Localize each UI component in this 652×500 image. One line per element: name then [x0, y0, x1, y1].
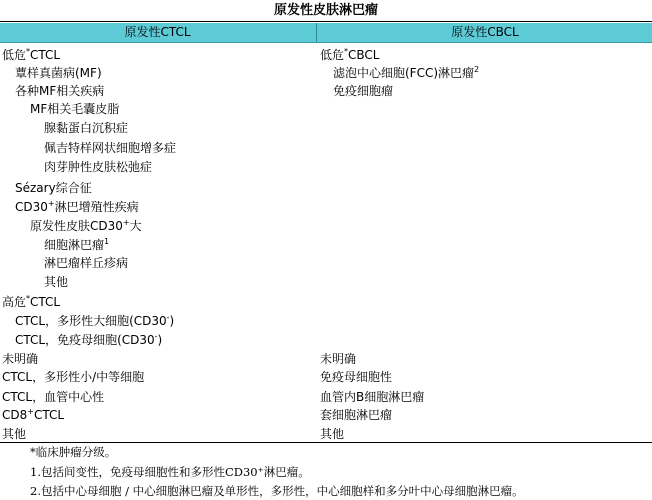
ctcl-row: [0, 406, 64, 424]
row-text: 套细胞淋巴瘤: [320, 408, 393, 422]
row-superscript: *: [344, 47, 349, 56]
row-text-after: CTCL: [33, 408, 65, 422]
row-text: 蕈样真菌病(MF): [15, 66, 102, 80]
row-text-after: ): [169, 314, 175, 328]
row-text-after: 淋巴增殖性疾病: [54, 200, 139, 214]
row-text: CTCL，多形性大细胞(CD30: [15, 314, 167, 328]
row-text-after: CTCL: [30, 295, 61, 309]
row-text: CTCL，多形性小/中等细胞: [2, 370, 145, 384]
row-superscript: *: [26, 47, 31, 56]
row-text: 原发性皮肤CD30: [30, 219, 123, 233]
row-text: 免疫细胞瘤: [333, 84, 394, 98]
row-text: MF相关毛囊皮脂: [30, 102, 120, 116]
ctcl-row: [0, 368, 144, 386]
cbcl-row: [318, 388, 424, 406]
ctcl-row: [0, 236, 109, 254]
row-superscript: 1: [104, 237, 110, 246]
footnote-1: 1.包括间变性，免疫母细胞性和多形性CD30⁺淋巴瘤。: [30, 465, 310, 479]
row-text: 免疫母细胞性: [320, 370, 393, 384]
row-text: CD30: [15, 200, 48, 214]
ctcl-row: [0, 254, 128, 272]
ctcl-row: [0, 350, 38, 368]
row-superscript: +: [122, 218, 130, 227]
ctcl-row: [0, 217, 142, 235]
header-cbcl: 原发性CBCL: [451, 25, 519, 39]
row-text: 滤泡中心细胞(FCC)淋巴瘤: [333, 66, 475, 80]
top-rule: [0, 21, 652, 22]
footnote-2: 2.包括中心母细胞 / 中心细胞淋巴瘤及单形性，多形性，中心细胞样和多分叶中心母细胞淋巴瘤。: [30, 484, 524, 498]
ctcl-row: [0, 82, 104, 100]
row-text: 低危: [2, 48, 27, 62]
row-text: 佩吉特样网状细胞增多症: [44, 141, 177, 155]
row-text: 血管内B细胞淋巴瘤: [320, 390, 425, 404]
ctcl-row: [0, 273, 68, 291]
row-superscript: *: [26, 294, 31, 303]
ctcl-row: [0, 64, 102, 82]
row-superscript: +: [47, 199, 55, 208]
row-text: 其他: [320, 427, 345, 441]
row-superscript: -: [166, 313, 170, 322]
row-superscript: -: [154, 332, 158, 341]
row-text: CTCL，血管中心性: [2, 390, 105, 404]
row-text: 淋巴瘤样丘疹病: [44, 256, 129, 270]
row-text: 未明确: [2, 352, 39, 366]
row-text: 高危: [2, 295, 27, 309]
cbcl-row: [318, 46, 379, 64]
ctcl-row: [0, 158, 152, 176]
row-text: 各种MF相关疾病: [15, 84, 105, 98]
row-text: 未明确: [320, 352, 357, 366]
ctcl-row: [0, 388, 104, 406]
ctcl-row: [0, 119, 128, 137]
row-text-after: ): [157, 333, 163, 347]
row-text: Sézary综合征: [15, 181, 92, 195]
ctcl-row: [0, 425, 26, 443]
ctcl-row: [0, 293, 60, 311]
row-superscript: +: [27, 407, 34, 416]
row-text: CTCL，免疫母细胞(CD30: [15, 333, 155, 347]
ctcl-row: [0, 312, 174, 330]
cbcl-row: [318, 406, 392, 424]
footnote-grading: *临床肿瘤分级。: [30, 445, 117, 459]
row-text-after: CTCL: [30, 48, 61, 62]
row-text: CD8: [2, 408, 28, 422]
ctcl-row: [0, 179, 92, 197]
header-ctcl: 原发性CTCL: [124, 25, 191, 39]
header-divider: [316, 23, 317, 42]
cbcl-row: [318, 64, 479, 82]
ctcl-row: [0, 331, 162, 349]
row-text-after: CBCL: [348, 48, 380, 62]
row-text: 其他: [2, 427, 27, 441]
table-header: [0, 23, 652, 43]
row-text: 细胞淋巴瘤: [44, 238, 105, 252]
cbcl-row: [318, 82, 393, 100]
table-title: 原发性皮肤淋巴瘤: [273, 3, 378, 18]
cbcl-row: [318, 425, 344, 443]
row-superscript: 2: [474, 65, 480, 74]
row-text: 肉芽肿性皮肤松弛症: [44, 160, 153, 174]
ctcl-row: [0, 100, 119, 118]
row-text-after: 大: [129, 219, 142, 233]
ctcl-row: [0, 198, 139, 216]
cbcl-row: [318, 350, 356, 368]
row-text: 腺黏蛋白沉积症: [44, 121, 129, 135]
row-text: 低危: [320, 48, 345, 62]
ctcl-row: [0, 46, 60, 64]
row-text: 其他: [44, 275, 69, 289]
ctcl-row: [0, 139, 176, 157]
cbcl-row: [318, 368, 392, 386]
